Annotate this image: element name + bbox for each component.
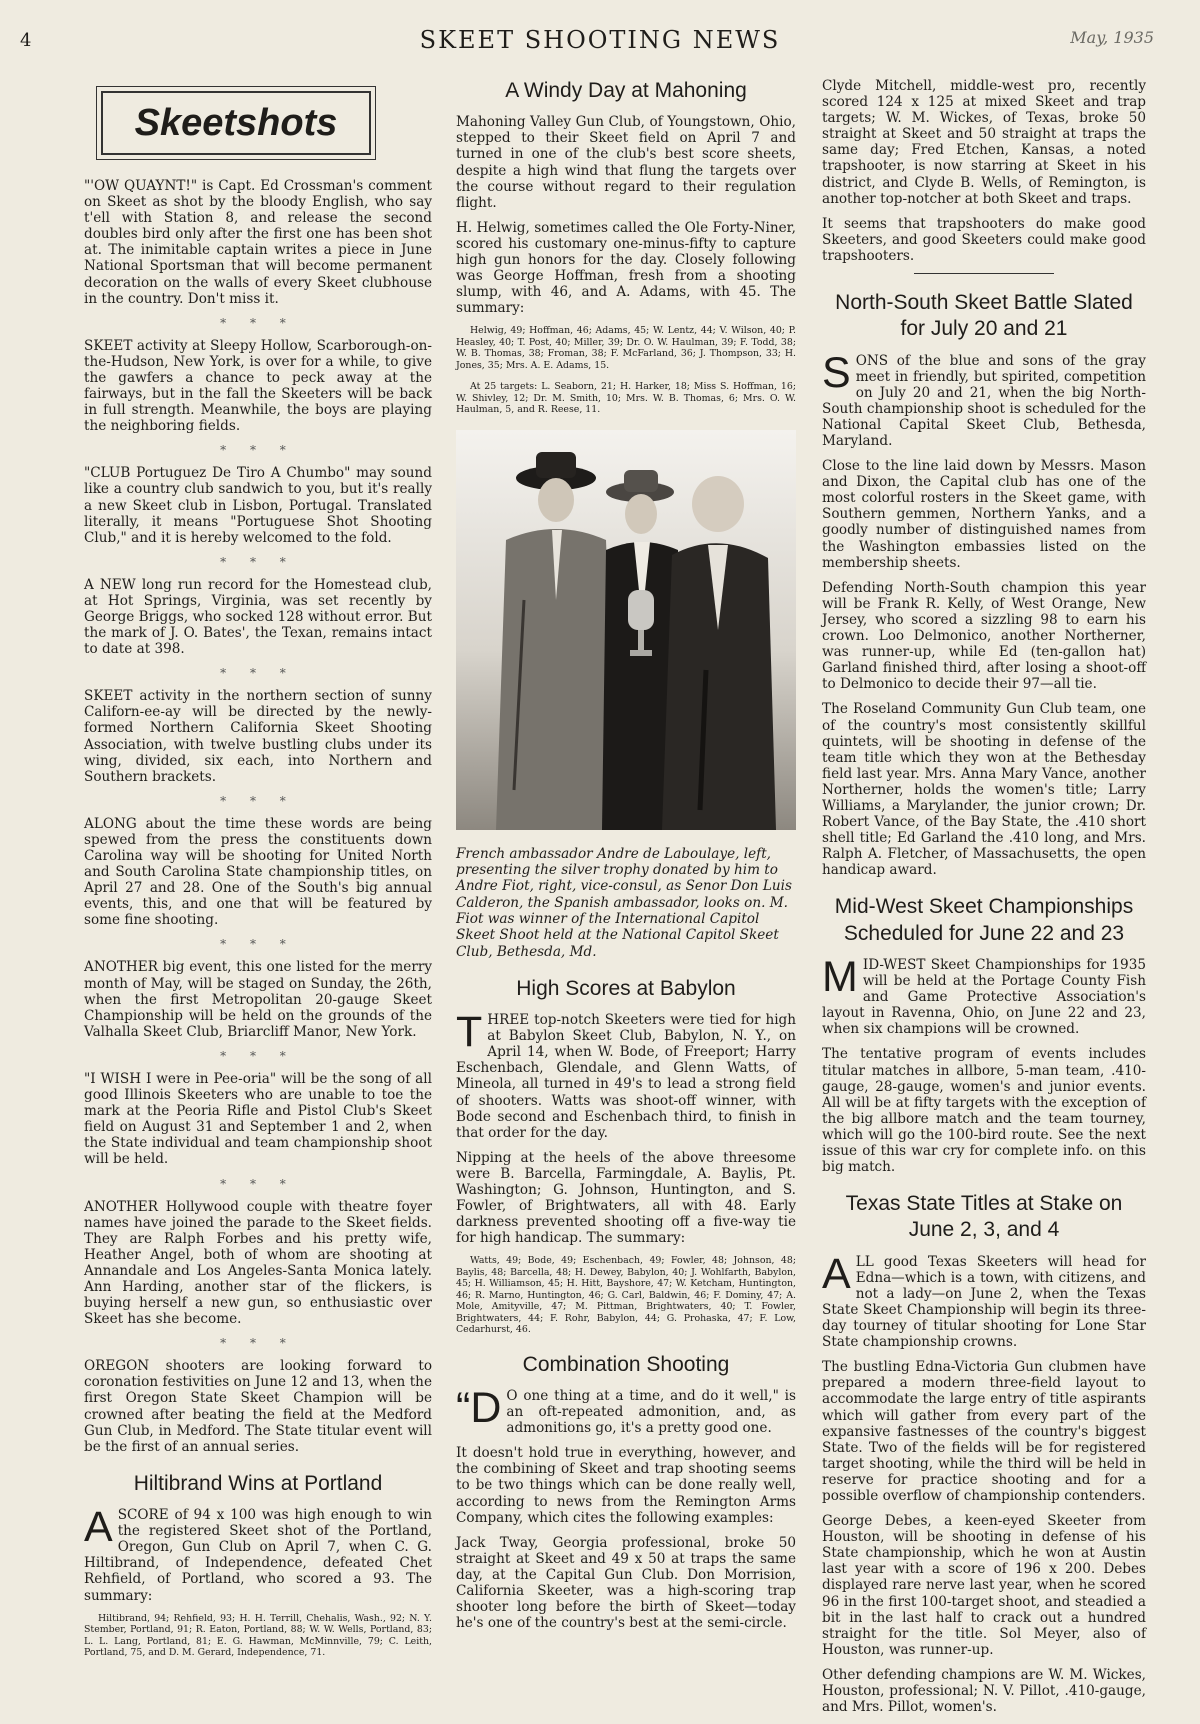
- skeetshot-item: SKEET activity at Sleepy Hollow, Scarborough-on-the-Hudson, New York, is over for a while, to give the gawfers a chance to peck away at the fairways, but in the fall the Skeeters will be back in full strength. Meanwhile, the boys are playing the neighboring fields.: [84, 337, 432, 435]
- page-number: 4: [20, 30, 32, 51]
- article-body: Mahoning Valley Gun Club, of Youngstown, Ohio, stepped to their Skeet field on April 7 and turned in one of the club's best score sheets, despite a high wind that flung the targets over the course without regard to their regulation flight.: [456, 114, 796, 211]
- skeetshots-logo: [96, 86, 376, 160]
- skeetshot-item: ALONG about the time these words are being spewed from the press the constituents down Carolina way will be shooting for United North and South Carolina State championship titles, on April 27 and 28. One of the South's big annual events, this, and one that will be featured by some fine shooting.: [84, 815, 432, 929]
- separator-stars: * * *: [220, 793, 296, 808]
- article-title-northsouth: North-South Skeet Battle Slated for July 20 and 21: [835, 291, 1133, 341]
- drop-cap: S: [822, 348, 851, 397]
- article-body: It seems that trapshooters do make good Skeeters, and good Skeeters could make good trapshooters.: [822, 215, 1146, 264]
- column-left: [84, 78, 432, 1669]
- drop-cap: T: [456, 1008, 483, 1057]
- article-text: ONS of the blue and sons of the gray meet in friendly, but spirited, competition on July 20 and 21, when the big North-South championship shoot is scheduled for the National Capital Skeet Club, Bethesda, Maryland.: [822, 352, 1146, 449]
- column-middle: [456, 78, 796, 1640]
- score-summary: At 25 targets: L. Seaborn, 21; H. Harker, 18; Miss S. Hoffman, 16; W. Shivley, 12; Dr. M. Smith, 10; Mrs. W. B. Thomas, 6; Mrs. O. W. Haulman, 5, and R. Reese, 11.: [456, 381, 796, 416]
- article-body: George Debes, a keen-eyed Skeeter from Houston, will be shooting in defense of his State championship, which he won at Austin last year with a score of 196 x 200. Debes displayed rare nerve last year, when he scored 96 in the first 100-target shoot, and steadied a bit in the last half to crack out a hundred straight for the title. Sol Meyer, also of Houston, was runner-up.: [822, 1513, 1146, 1658]
- drop-cap: A: [84, 1503, 113, 1552]
- skeetshot-item: "'OW QUAYNT!" is Capt. Ed Crossman's comment on Skeet as shot by the bloody English, who say t'ell with Station 8, and release the second doubles bird only after the first one has been shot at. The inimitable captain writes a piece in June National Sportsman that will become permanent decoration on the walls of every Skeet clubhouse in the country. Don't miss it.: [84, 178, 432, 307]
- skeetshot-item: ANOTHER big event, this one listed for the merry month of May, will be staged on Sunday, the 26th, when the first Metropolitan 20-gauge Skeet Championship will be held on the grounds of the Valhalla Skeet Club, Briarcliff Manor, New York.: [84, 959, 432, 1040]
- separator-stars: * * *: [220, 1336, 296, 1351]
- article-title-babylon: High Scores at Babylon: [516, 976, 736, 1000]
- score-summary: Watts, 49; Bode, 49; Eschenbach, 49; Fowler, 48; Johnson, 48; Baylis, 48; Barcella, 48; H. Dewey, Babylon, 40; J. Wohlfarth, Babylon, 45; H. Williamson, 45; H. Hitt, Bayshore, 47; W. Ketcham, Huntington, 46; R. Marno, Huntington, 46; G. Carl, Baldwin, 46; F. Dominy, 47; A. Mole, Amityville, 47; M. Pittman, Brightwaters, 40; T. Fowler, Brightwaters, 44; F. Rohr, Babylon, 44; G. Prohaska, 47; F. Low, Cedarhurst, 46.: [456, 1255, 796, 1336]
- article-body: [456, 1383, 796, 1437]
- article-body: Nipping at the heels of the above threesome were B. Barcella, Farmingdale, A. Baylis, Pt. Washington; G. Johnson, Huntington, and S. Fowler, of Brightwaters, all with 48. Early darkness prevented shooting off a five-way tie for high handicap. The summary:: [456, 1149, 796, 1247]
- article-title-windy: A Windy Day at Mahoning: [505, 79, 747, 102]
- article-text: LL good Texas Skeeters will head for Edna—which is a town, with citizens, and not a lady—on June 2, when the Texas State Skeet Championship will begin its three-day tourney of titular shooting for Lone Star State championship crowns.: [822, 1253, 1146, 1351]
- article-body: [822, 1249, 1146, 1351]
- skeetshot-item: SKEET activity in the northern section of sunny Californ-ee-ay will be directed by the newly-formed Northern California Skeet Shooting Association, with twelve bustling clubs under its wing, divided, six each, into Northern and Southern brackets.: [84, 688, 432, 785]
- article-body: Other defending champions are W. M. Wickes, Houston, professional; N. V. Pillot, .410-gauge, and Mrs. Pillot, women's.: [822, 1666, 1146, 1716]
- separator-stars: * * *: [220, 1048, 296, 1063]
- drop-cap: M: [822, 952, 858, 1001]
- photo-caption: French ambassador Andre de Laboulaye, left, presenting the silver trophy donated by him to Andre Fiot, right, vice-consul, as Senor Don Luis Calderon, the Spanish ambassador, looks on. M. Fiot was winner of the International Capitol Skeet Shoot held at the National Capitol Skeet Club, Bethesda, Md.: [456, 845, 792, 960]
- skeetshot-item: "CLUB Portuguez De Tiro A Chumbo" may sound like a country club sandwich to you, but it's really a new Skeet club in Lisbon, Portugal. Translated literally, it means "Portuguese Shot Shooting Club," and it is hereby welcomed to the fold.: [84, 465, 432, 546]
- section-divider: [914, 273, 1054, 274]
- separator-stars: * * *: [220, 315, 296, 330]
- article-body: [822, 952, 1146, 1038]
- skeetshot-item: "I WISH I were in Pee-oria" will be the song of all good Illinois Skeeters who are unable to toe the mark at the Peoria Rifle and Pistol Club's Skeet field on August 31 and September 1 and 2, when the State individual and team championship shoot will be held.: [84, 1070, 432, 1168]
- score-summary: Hiltibrand, 94; Rehfield, 93; H. H. Terrill, Chehalis, Wash., 92; N. Y. Stember, Portland, 91; R. Eaton, Portland, 88; W. W. Wells, Portland, 83; L. L. Lang, Portland, 81; E. G. Hawman, McMinnville, 79; C. Leith, Portland, 75, and D. M. Gerard, Independence, 71.: [84, 1612, 432, 1659]
- separator-stars: * * *: [220, 937, 296, 952]
- issue-date: May, 1935: [1070, 28, 1154, 47]
- separator-stars: * * *: [220, 554, 296, 569]
- separator-stars: * * *: [220, 666, 296, 681]
- article-body: The Roseland Community Gun Club team, one of the country's most consistently skillful quintets, will be shooting in defense of the team title which they won at the Bethesday field last year. Mrs. Anna Mary Vance, another Northerner, holds the women's title; Larry Williams, a Marylander, the junior crown; Dr. Robert Vance, of the Bay State, the .410 short shell title; Ed Garland the .410 long, and Mrs. Ralph A. Fletcher, of Massachusetts, the open handicap award.: [822, 701, 1146, 879]
- article-title-texas: Texas State Titles at Stake on June 2, 3, and 4: [845, 1192, 1123, 1242]
- drop-cap: “D: [456, 1383, 502, 1432]
- skeetshot-item: ANOTHER Hollywood couple with theatre foyer names have joined the parade to the Skeet fields. They are Ralph Forbes and his pretty wife, Heather Angel, both of whom are shooting at Annandale and Los Angeles-Santa Monica lately. Ann Harding, another star of the flickers, is buying herself a new gun, so enthusiastic over Skeet has she become.: [84, 1198, 432, 1328]
- article-body: [456, 1008, 796, 1141]
- separator-stars: * * *: [220, 1176, 296, 1191]
- article-body: Close to the line laid down by Messrs. Mason and Dixon, the Capital club has one of the most colorful rosters in the Skeet game, with Southern gemmen, Northern Yanks, and a goodly number of distinguished names from the Washington embassies listed on the membership sheets.: [822, 458, 1146, 571]
- article-body: The tentative program of events includes titular matches in allbore, 5-man team, .410-gauge, 28-gauge, women's and junior events. All will be at fifty targets with the exception of the big allbore match and the team tourney, which will go the 100-bird route. See the next issue of this war cry for complete info. on this big match.: [822, 1046, 1146, 1176]
- article-body: [84, 1503, 432, 1604]
- article-body: H. Helwig, sometimes called the Ole Forty-Niner, scored his customary one-minus-fifty to capture high gun honors for the day. Closely following was George Hoffman, fresh from a shooting slump, with 46, and A. Adams, with 45. The summary:: [456, 219, 796, 317]
- article-body: Defending North-South champion this year will be Frank R. Kelly, of West Orange, New Jersey, who scored a sizzling 98 to earn his crown. Loo Delmonico, another Northerner, was runner-up, while Ed (ten-gallon hat) Garland finished third, after losing a shoot-off to Delmonico to decide their 97—all tie.: [822, 579, 1146, 693]
- article-title-hiltibrand: Hiltibrand Wins at Portland: [133, 1471, 383, 1495]
- separator-stars: * * *: [220, 443, 296, 458]
- magazine-title: SKEET SHOOTING NEWS: [419, 26, 781, 54]
- page-header: [0, 0, 1200, 62]
- column-right: [822, 78, 1146, 1724]
- article-body: It doesn't hold true in everything, however, and the combining of Skeet and trap shooting seems to be two things which can be done really well, according to news from the Remington Arms Company, which cites the following examples:: [456, 1445, 796, 1526]
- article-body: Jack Tway, Georgia professional, broke 50 straight at Skeet and 49 x 50 at traps the same day, at the Capital Gun Club. Don Morrision, California Skeeter, was a high-scoring trap shooter long before the birth of Skeet—today he's one of the country's best at the semi-circle.: [456, 1534, 796, 1632]
- drop-cap: A: [822, 1249, 851, 1298]
- article-title-midwest: Mid-West Skeet Championships Scheduled for June 22 and 23: [834, 895, 1134, 945]
- trophy-photo: [456, 430, 796, 830]
- score-summary: Helwig, 49; Hoffman, 46; Adams, 45; W. Lentz, 44; V. Wilson, 40; P. Heasley, 40; T. Post, 40; Miller, 39; Dr. O. W. Haulman, 39; F. Todd, 38; W. B. Thomas, 38; Froman, 38; F. McFarland, 36; J. Thompson, 33; H. Jones, 35; Mrs. A. E. Adams, 15.: [456, 325, 796, 371]
- skeetshot-item: OREGON shooters are looking forward to coronation festivities on June 12 and 13, when the first Oregon State Skeet Champion will be crowned after beating the field at the Medford Gun Club, in Medford. The State titular event will be the first of an annual series.: [84, 1358, 432, 1455]
- article-text: HREE top-notch Skeeters were tied for high at Babylon Skeet Club, Babylon, N. Y., on April 14, when W. Bode, of Freeport; Harry Eschenbach, Glendale, and Glenn Watts, of Mineola, all turned in 49's to lead a strong field of shooters. Watts was shoot-off winner, with Bode second and Eschenbach third, to finish in that order for the day.: [456, 1012, 796, 1141]
- article-title-combination: Combination Shooting: [522, 1352, 730, 1376]
- skeetshots-logo-text: Skeetshots: [134, 101, 338, 144]
- article-text: O one thing at a time, and do it well," is an oft-repeated admonition, and, as admonitions go, it's a pretty good one.: [506, 1387, 796, 1437]
- article-body: The bustling Edna-Victoria Gun clubmen have prepared a modern three-field layout to accommodate the large entry of title aspirants which will gather from every part of the expansive fastnesses of the country's biggest State. Two of the fields will be for registered target shooting, while the third will be held in reserve for practice shooting and for a possible overflow of championship contenders.: [822, 1359, 1146, 1504]
- skeetshot-item: A NEW long run record for the Homestead club, at Hot Springs, Virginia, was set recently by George Briggs, who socked 128 without error. But the mark of J. O. Bates', the Texan, remains intact to date at 398.: [84, 576, 432, 658]
- article-body: Clyde Mitchell, middle-west pro, recently scored 124 x 125 at mixed Skeet and trap targets; W. M. Wickes, of Texas, broke 50 straight at Skeet and 50 straight at traps the same day; Fred Etchen, Kansas, a noted trapshooter, is now starring at Skeet in his district, and Clyde B. Wells, of Remington, is another top-notcher at both Skeet and traps.: [822, 78, 1146, 207]
- article-text: ID-WEST Skeet Championships for 1935 will be held at the Portage County Fish and Game Protective Association's layout in Ravenna, Ohio, on June 22 and 23, when six champions will be crowned.: [822, 956, 1146, 1038]
- article-text: SCORE of 94 x 100 was high enough to win the registered Skeet shot of the Portland, Oregon, Gun Club on April 7, when C. G. Hiltibrand, of Independence, defeated Chet Rehfield, of Portland, who scored a 93. The summary:: [84, 1507, 432, 1604]
- article-body: [822, 348, 1146, 450]
